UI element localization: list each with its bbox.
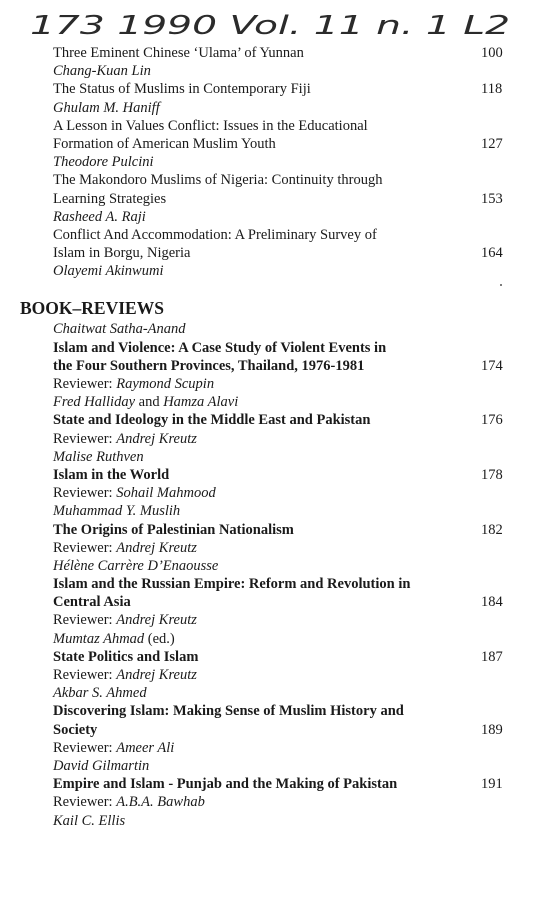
page-number: 187 bbox=[481, 648, 503, 665]
review-title-line bbox=[0, 575, 536, 593]
article-title-line bbox=[0, 244, 536, 262]
article-title-line bbox=[0, 44, 536, 62]
reviewer-label: Reviewer: bbox=[53, 430, 117, 447]
book-author-part: Chaitwat Satha-Anand bbox=[53, 321, 186, 338]
reviewer-line bbox=[0, 430, 536, 448]
book-author-part: Hamza Alavi bbox=[163, 394, 239, 411]
reviewer-line bbox=[0, 611, 536, 629]
reviewer-line bbox=[0, 375, 536, 393]
article-title-line bbox=[0, 226, 536, 244]
review-entry bbox=[0, 757, 536, 812]
review-book-author bbox=[0, 757, 536, 775]
review-entry bbox=[0, 557, 536, 630]
reviewer-name: Ameer Ali bbox=[116, 739, 175, 756]
page-number: 178 bbox=[481, 466, 503, 483]
page-number: 164 bbox=[481, 245, 503, 262]
book-author-part: Akbar S. Ahmed bbox=[53, 685, 147, 702]
book-title: The Origins of Palestinian Nationalism bbox=[53, 521, 294, 538]
review-title-line bbox=[0, 702, 536, 720]
book-author-part: David Gilmartin bbox=[53, 757, 150, 774]
review-book-author bbox=[0, 502, 536, 520]
article-entry bbox=[0, 80, 536, 116]
book-title: Islam in the World bbox=[53, 466, 170, 483]
article-title: Formation of American Muslim Youth bbox=[53, 135, 276, 152]
book-title: State and Ideology in the Middle East and Pakistan bbox=[53, 412, 371, 429]
page-number: 191 bbox=[481, 776, 503, 793]
section-heading: BOOK–REVIEWS bbox=[20, 298, 164, 319]
article-title-line bbox=[0, 135, 536, 153]
article-entry bbox=[0, 117, 536, 172]
reviewer-line bbox=[0, 539, 536, 557]
article-title-line bbox=[0, 80, 536, 98]
page-number: 189 bbox=[481, 721, 503, 738]
book-title: Society bbox=[53, 721, 98, 738]
review-entry bbox=[0, 393, 536, 448]
review-entry bbox=[0, 320, 536, 393]
reviewer-name: Andrej Kreutz bbox=[116, 667, 197, 683]
review-entry bbox=[0, 502, 536, 557]
stray-mark bbox=[500, 284, 502, 286]
article-entry bbox=[0, 171, 536, 226]
review-book-author bbox=[0, 684, 536, 702]
book-author-part: Fred Halliday bbox=[53, 394, 136, 411]
review-entry bbox=[0, 684, 536, 757]
book-title: Empire and Islam - Punjab and the Making of Pakistan bbox=[53, 776, 398, 793]
article-title: A Lesson in Values Conflict: Issues in the Educational bbox=[53, 117, 368, 134]
review-book-author bbox=[0, 557, 536, 575]
book-title: Islam and the Russian Empire: Reform and Revolution in bbox=[53, 576, 411, 593]
reviewer-label: Reviewer: bbox=[53, 539, 117, 556]
reviewer-label: Reviewer: bbox=[53, 739, 117, 756]
book-title: Discovering Islam: Making Sense of Muslim History and bbox=[53, 703, 404, 720]
review-book-author bbox=[0, 812, 536, 830]
page-number: 127 bbox=[481, 135, 503, 152]
reviewer-name: Andrej Kreutz bbox=[116, 430, 197, 447]
article-entry bbox=[0, 44, 536, 80]
article-author: Olayemi Akinwumi bbox=[53, 263, 164, 280]
book-title: the Four Southern Provinces, Thailand, 1976-1981 bbox=[53, 357, 365, 374]
review-title-line bbox=[0, 648, 536, 666]
reviewer-name: Raymond Scupin bbox=[116, 376, 215, 392]
article-title: The Makondoro Muslims of Nigeria: Continuity through bbox=[53, 172, 383, 189]
review-title-line bbox=[0, 775, 536, 793]
book-title: Islam and Violence: A Case Study of Violent Events in bbox=[53, 339, 387, 356]
reviewer-line bbox=[0, 793, 536, 811]
page-number: 118 bbox=[481, 81, 503, 98]
article-title-line bbox=[0, 171, 536, 189]
page-number: 153 bbox=[481, 190, 503, 207]
book-author-part: Mumtaz Ahmad bbox=[53, 630, 145, 647]
article-entry bbox=[0, 226, 536, 281]
article-author: Chang-Kuan Lin bbox=[53, 63, 151, 80]
book-title: State Politics and Islam bbox=[53, 648, 199, 665]
reviewer-line bbox=[0, 666, 536, 684]
review-title-line bbox=[0, 521, 536, 539]
book-author-part: Kail C. Ellis bbox=[53, 812, 126, 829]
book-author-part: Muhammad Y. Muslih bbox=[53, 503, 181, 520]
reviewer-name: Andrej Kreutz bbox=[116, 539, 197, 556]
article-title-line bbox=[0, 190, 536, 208]
review-book-author bbox=[0, 630, 536, 648]
review-title-line bbox=[0, 721, 536, 739]
reviewer-label: Reviewer: bbox=[53, 612, 117, 629]
review-entry bbox=[0, 448, 536, 503]
reviewer-label: Reviewer: bbox=[53, 794, 117, 811]
review-title-line bbox=[0, 466, 536, 484]
article-author: Theodore Pulcini bbox=[53, 154, 154, 171]
reviewer-line bbox=[0, 739, 536, 757]
reviewer-name: Andrej Kreutz bbox=[116, 612, 197, 629]
review-book-author bbox=[0, 448, 536, 466]
article-author: Rasheed A. Raji bbox=[53, 208, 146, 225]
article-title: Conflict And Accommodation: A Preliminary Survey of bbox=[53, 226, 377, 243]
book-author-part: and bbox=[135, 394, 164, 411]
reviewer-name: Sohail Mahmood bbox=[116, 485, 216, 502]
article-author: Ghulam M. Haniff bbox=[53, 99, 160, 116]
reviewer-line bbox=[0, 484, 536, 502]
handwritten-annotation bbox=[30, 4, 520, 44]
review-entry bbox=[0, 630, 536, 685]
page-number: 100 bbox=[481, 45, 503, 61]
review-book-author bbox=[0, 393, 536, 411]
review-title-line bbox=[0, 593, 536, 611]
page-number: 182 bbox=[481, 521, 503, 538]
page-number: 174 bbox=[481, 357, 503, 374]
book-author-part: Hélène Carrère D’Enaousse bbox=[53, 557, 219, 574]
book-author-part: Malise Ruthven bbox=[53, 448, 144, 465]
page-number: 184 bbox=[481, 594, 503, 611]
review-entry bbox=[0, 812, 536, 830]
article-title: Learning Strategies bbox=[53, 190, 167, 207]
reviewer-label: Reviewer: bbox=[53, 485, 117, 502]
reviewer-name: A.B.A. Bawhab bbox=[116, 794, 205, 811]
reviewer-label: Reviewer: bbox=[53, 376, 117, 392]
reviewer-label: Reviewer: bbox=[53, 667, 117, 683]
table-of-contents bbox=[0, 44, 536, 830]
article-title: Three Eminent Chinese ‘Ulama’ of Yunnan bbox=[53, 45, 304, 61]
review-title-line bbox=[0, 339, 536, 357]
review-book-author bbox=[0, 320, 536, 338]
review-title-line bbox=[0, 357, 536, 375]
book-author-part: (ed.) bbox=[144, 630, 175, 647]
review-title-line bbox=[0, 411, 536, 429]
book-title: Central Asia bbox=[53, 594, 131, 611]
page-number: 176 bbox=[481, 412, 503, 429]
handwritten-annotation-text: 173 1990 Vol. 11 n. 1 L2 bbox=[30, 11, 510, 41]
article-title: Islam in Borgu, Nigeria bbox=[53, 245, 191, 262]
article-title: The Status of Muslims in Contemporary Fiji bbox=[53, 81, 311, 98]
article-title-line bbox=[0, 117, 536, 135]
